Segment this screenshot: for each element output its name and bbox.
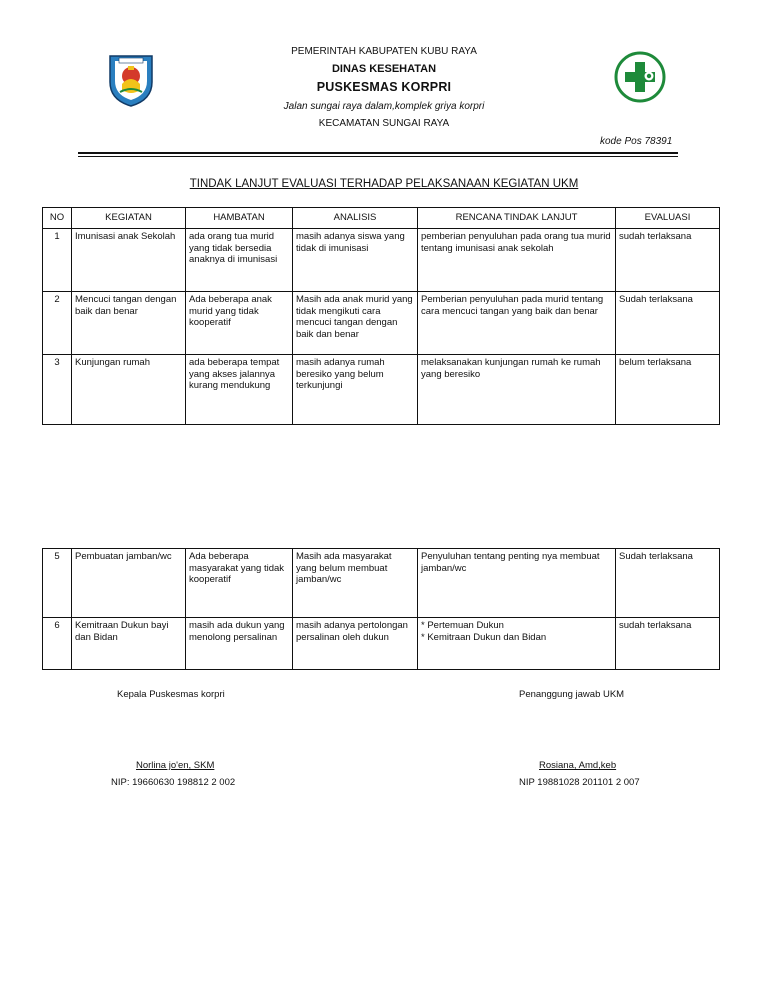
evaluation-table bbox=[42, 207, 720, 425]
col-header-no: NO bbox=[43, 208, 72, 229]
cell-rencana: pemberian penyuluhan pada orang tua murid tentang imunisasi anak sekolah bbox=[418, 229, 616, 292]
cell-rencana: Pemberian penyuluhan pada murid tentang cara mencuci tangan yang baik dan benar bbox=[418, 292, 616, 355]
table-header-row bbox=[43, 208, 720, 229]
page-title: TINDAK LANJUT EVALUASI TERHADAP PELAKSANAAN KEGIATAN UKM bbox=[189, 178, 579, 190]
table-row bbox=[43, 549, 720, 618]
col-header-analisis: ANALISIS bbox=[293, 208, 418, 229]
header-divider-thick bbox=[78, 152, 678, 154]
header-postal: kode Pos 78391 bbox=[600, 136, 673, 147]
cell-analisis: Masih ada masyarakat yang belum membuat jamban/wc bbox=[293, 549, 418, 618]
cell-kegiatan: Kunjungan rumah bbox=[72, 355, 186, 425]
header-address: Jalan sungai raya dalam,komplek griya korpri bbox=[283, 101, 485, 112]
cell-hambatan: masih ada dukun yang menolong persalinan bbox=[186, 618, 293, 670]
cell-rencana: Penyuluhan tentang penting nya membuat jamban/wc bbox=[418, 549, 616, 618]
header-line-2: DINAS KESEHATAN bbox=[331, 63, 437, 75]
cell-evaluasi: Sudah terlaksana bbox=[616, 549, 720, 618]
col-header-hambatan: HAMBATAN bbox=[186, 208, 293, 229]
cell-hambatan: Ada beberapa anak murid yang tidak kooperatif bbox=[186, 292, 293, 355]
header-line-3: PUSKESMAS KORPRI bbox=[316, 80, 452, 94]
cell-analisis: masih adanya rumah beresiko yang belum terkunjungi bbox=[293, 355, 418, 425]
signature-left-role: Kepala Puskesmas korpri bbox=[117, 689, 225, 700]
cell-kegiatan: Imunisasi anak Sekolah bbox=[72, 229, 186, 292]
cell-analisis: Masih ada anak murid yang tidak mengikuti cara mencuci tangan dengan baik dan benar bbox=[293, 292, 418, 355]
cell-kegiatan: Pembuatan jamban/wc bbox=[72, 549, 186, 618]
signature-right-nip: NIP 19881028 201101 2 007 bbox=[519, 777, 640, 788]
cell-hambatan: Ada beberapa masyarakat yang tidak kooperatif bbox=[186, 549, 293, 618]
table-row bbox=[43, 618, 720, 670]
cell-evaluasi: belum terlaksana bbox=[616, 355, 720, 425]
row-no: 5 bbox=[43, 549, 72, 618]
rencana-item-1: * Pertemuan Dukun bbox=[421, 620, 504, 631]
col-header-evaluasi: EVALUASI bbox=[616, 208, 720, 229]
col-header-rencana: RENCANA TINDAK LANJUT bbox=[418, 208, 616, 229]
col-header-kegiatan: KEGIATAN bbox=[72, 208, 186, 229]
signature-right-name: Rosiana, Amd,keb bbox=[539, 760, 617, 771]
table-row bbox=[43, 229, 720, 292]
row-no: 1 bbox=[43, 229, 72, 292]
cell-evaluasi: Sudah terlaksana bbox=[616, 292, 720, 355]
cell-hambatan: ada orang tua murid yang tidak bersedia anaknya di imunisasi bbox=[186, 229, 293, 292]
row-no: 3 bbox=[43, 355, 72, 425]
cell-kegiatan: Kemitraan Dukun bayi dan Bidan bbox=[72, 618, 186, 670]
cell-rencana: melaksanakan kunjungan rumah ke rumah yang beresiko bbox=[418, 355, 616, 425]
cell-hambatan: ada beberapa tempat yang akses jalannya kurang mendukung bbox=[186, 355, 293, 425]
signature-left-nip: NIP: 19660630 198812 2 002 bbox=[111, 777, 236, 788]
rencana-item-2: * Kemitraan Dukun dan Bidan bbox=[421, 631, 547, 643]
cell-analisis: masih adanya pertolongan persalinan oleh dukun bbox=[293, 618, 418, 670]
cell-analisis: masih adanya siswa yang tidak di imunisasi bbox=[293, 229, 418, 292]
header-line-1: PEMERINTAH KABUPATEN KUBU RAYA bbox=[291, 46, 477, 57]
cell-evaluasi: sudah terlaksana bbox=[616, 618, 720, 670]
table-row bbox=[43, 292, 720, 355]
header-district: KECAMATAN SUNGAI RAYA bbox=[318, 118, 450, 129]
signature-right-role: Penanggung jawab UKM bbox=[519, 689, 625, 700]
cell-rencana bbox=[418, 618, 616, 670]
signature-left-name: Norlina jo'en, SKM bbox=[136, 760, 215, 771]
table-row bbox=[43, 355, 720, 425]
puskesmas-cross-icon bbox=[613, 50, 667, 104]
header-divider-thin bbox=[78, 156, 678, 157]
row-no: 6 bbox=[43, 618, 72, 670]
row-no: 2 bbox=[43, 292, 72, 355]
cell-kegiatan: Mencuci tangan dengan baik dan benar bbox=[72, 292, 186, 355]
evaluation-table-continued bbox=[42, 548, 720, 670]
cell-evaluasi: sudah terlaksana bbox=[616, 229, 720, 292]
